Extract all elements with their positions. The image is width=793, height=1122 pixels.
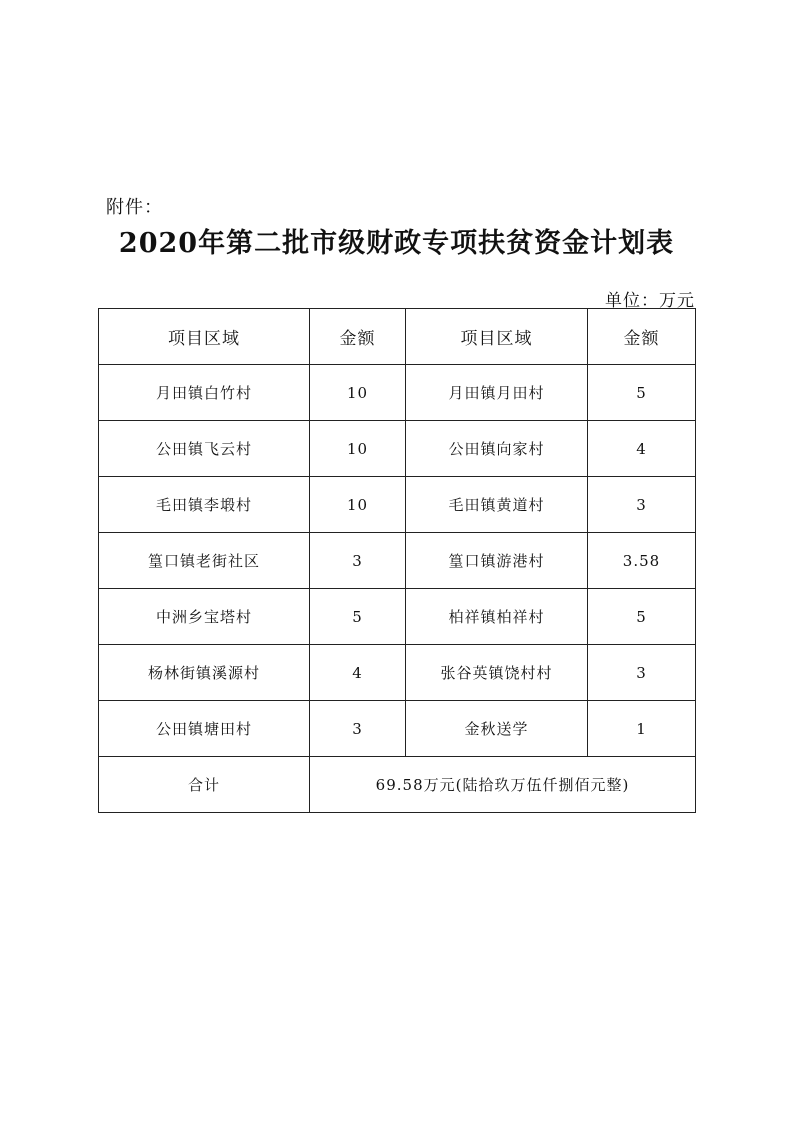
amount-cell: 3 <box>310 701 406 757</box>
amount-cell: 5 <box>588 589 696 645</box>
amount-cell: 10 <box>310 477 406 533</box>
total-label: 合计 <box>99 757 310 813</box>
amount-cell: 3 <box>588 645 696 701</box>
unit-label: 单位：万元 <box>605 291 695 311</box>
region-cell: 张谷英镇饶村村 <box>406 645 588 701</box>
total-row <box>99 757 696 813</box>
amount-cell: 5 <box>310 589 406 645</box>
header-amount-left: 金额 <box>310 309 406 365</box>
header-region-right: 项目区域 <box>406 309 588 365</box>
table-header-row <box>99 309 696 365</box>
region-cell: 公田镇向家村 <box>406 421 588 477</box>
table-row <box>99 589 696 645</box>
amount-cell: 3 <box>588 477 696 533</box>
region-cell: 篁口镇游港村 <box>406 533 588 589</box>
funding-plan-table <box>98 308 696 813</box>
amount-cell: 5 <box>588 365 696 421</box>
table-row <box>99 421 696 477</box>
region-cell: 杨林街镇溪源村 <box>99 645 310 701</box>
region-cell: 月田镇月田村 <box>406 365 588 421</box>
table-row <box>99 477 696 533</box>
amount-cell: 3 <box>310 533 406 589</box>
document-title: 2020年第二批市级财政专项扶贫资金计划表 <box>118 228 675 259</box>
amount-cell: 4 <box>588 421 696 477</box>
region-cell: 月田镇白竹村 <box>99 365 310 421</box>
region-cell: 柏祥镇柏祥村 <box>406 589 588 645</box>
table-row <box>99 701 696 757</box>
amount-cell: 4 <box>310 645 406 701</box>
header-amount-right: 金额 <box>588 309 696 365</box>
region-cell: 公田镇飞云村 <box>99 421 310 477</box>
table-row <box>99 645 696 701</box>
total-value: 69.58万元(陆拾玖万伍仟捌佰元整) <box>310 757 696 813</box>
region-cell: 金秋送学 <box>406 701 588 757</box>
attachment-label: 附件： <box>106 197 163 218</box>
amount-cell: 1 <box>588 701 696 757</box>
header-region-left: 项目区域 <box>99 309 310 365</box>
table-row <box>99 365 696 421</box>
amount-cell: 3.58 <box>588 533 696 589</box>
amount-cell: 10 <box>310 421 406 477</box>
region-cell: 毛田镇李塅村 <box>99 477 310 533</box>
region-cell: 中洲乡宝塔村 <box>99 589 310 645</box>
amount-cell: 10 <box>310 365 406 421</box>
region-cell: 公田镇塘田村 <box>99 701 310 757</box>
region-cell: 篁口镇老街社区 <box>99 533 310 589</box>
region-cell: 毛田镇黄道村 <box>406 477 588 533</box>
table-row <box>99 533 696 589</box>
